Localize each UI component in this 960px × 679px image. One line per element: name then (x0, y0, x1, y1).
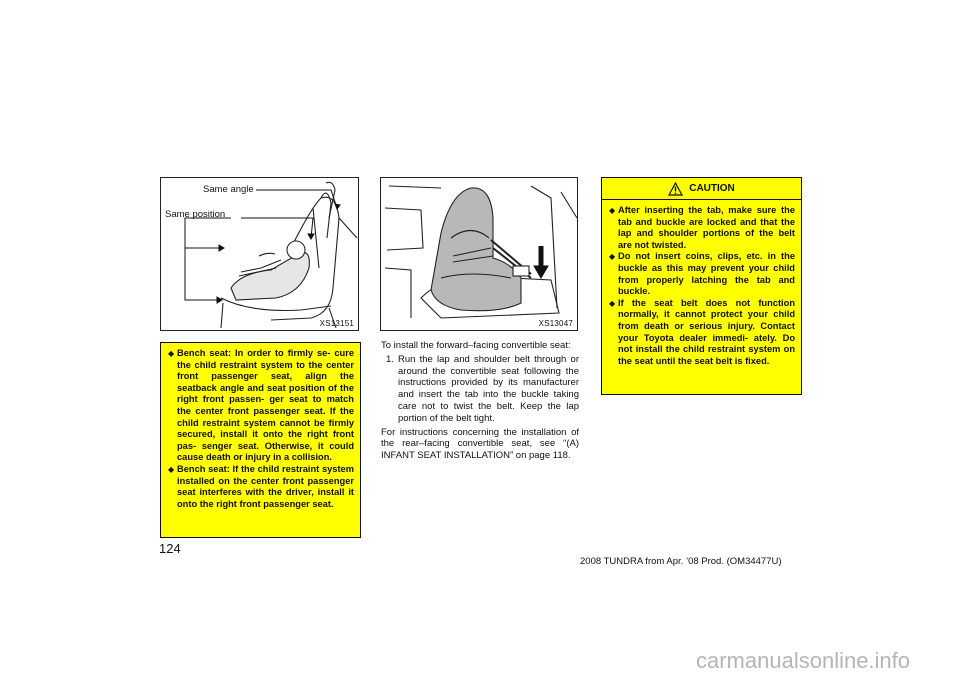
installation-instructions (381, 340, 579, 464)
forward-facing-seat-illustration (381, 178, 578, 331)
figure-seat-angle (160, 177, 359, 331)
warning-triangle-icon (668, 182, 683, 196)
figure-forward-facing-seat (380, 177, 578, 331)
footer-publication-info: 2008 TUNDRA from Apr. ’08 Prod. (OM34477U) (580, 556, 782, 567)
intro-text: To install the forward–facing convertible seat: (381, 340, 571, 351)
caution-item: ◆ Do not insert coins, clips, etc. in the buckle as this may prevent your child from properly latching the tab and buckle. (618, 251, 795, 297)
figure-code: XS13047 (538, 319, 573, 328)
watermark-text: carmanualsonline.info (696, 648, 911, 673)
warning-item: ◆ Bench seat: In order to firmly se- cure the child restraint system to the center front passenger seat, align the seatback angle and seat position of the right front passen- ger seat to match the center front passenger seat. If the child restraint system cannot be firmly secured, install it onto the right front pas- senger seat. Otherwise, it could cause death or injury in a collision. (177, 348, 354, 464)
caution-title: CAUTION (689, 183, 735, 194)
caution-box (601, 177, 802, 395)
caution-item: ◆ If the seat belt does not function normally, it cannot protect your child from death or serious injury. Contact your Toyota dealer immedi- ately. Do not install the child restraint system on the seat until the seat belt is fixed. (618, 298, 795, 368)
step-1 (381, 354, 579, 425)
seat-angle-illustration (161, 178, 359, 331)
caution-header (602, 178, 801, 200)
warning-box-bench-seat (160, 342, 361, 538)
callout-same-position: Same position (165, 209, 226, 220)
reference-note: For instructions concerning the installation of the rear–facing convertible seat, see “(A) INFANT SEAT INSTALLATION” on page 118. (381, 426, 579, 462)
callout-same-angle: Same angle (203, 184, 254, 195)
step-number: 1. (386, 353, 394, 365)
figure-code: XS13151 (319, 319, 354, 328)
step-text: Run the lap and shoulder belt through or around the convertible seat following the instructions provided by its manufacturer and insert the tab into the buckle taking care not to twist the belt. Keep the lap portion of the belt tight. (398, 353, 579, 424)
caution-item: ◆ After inserting the tab, make sure the tab and buckle are locked and that the lap and shoulder portions of the belt are not twisted. (618, 205, 795, 251)
page-number: 124 (159, 541, 181, 556)
warning-item: ◆ Bench seat: If the child restraint system installed on the center front passenger seat interferes with the driver, install it onto the right front passenger seat. (177, 464, 354, 510)
